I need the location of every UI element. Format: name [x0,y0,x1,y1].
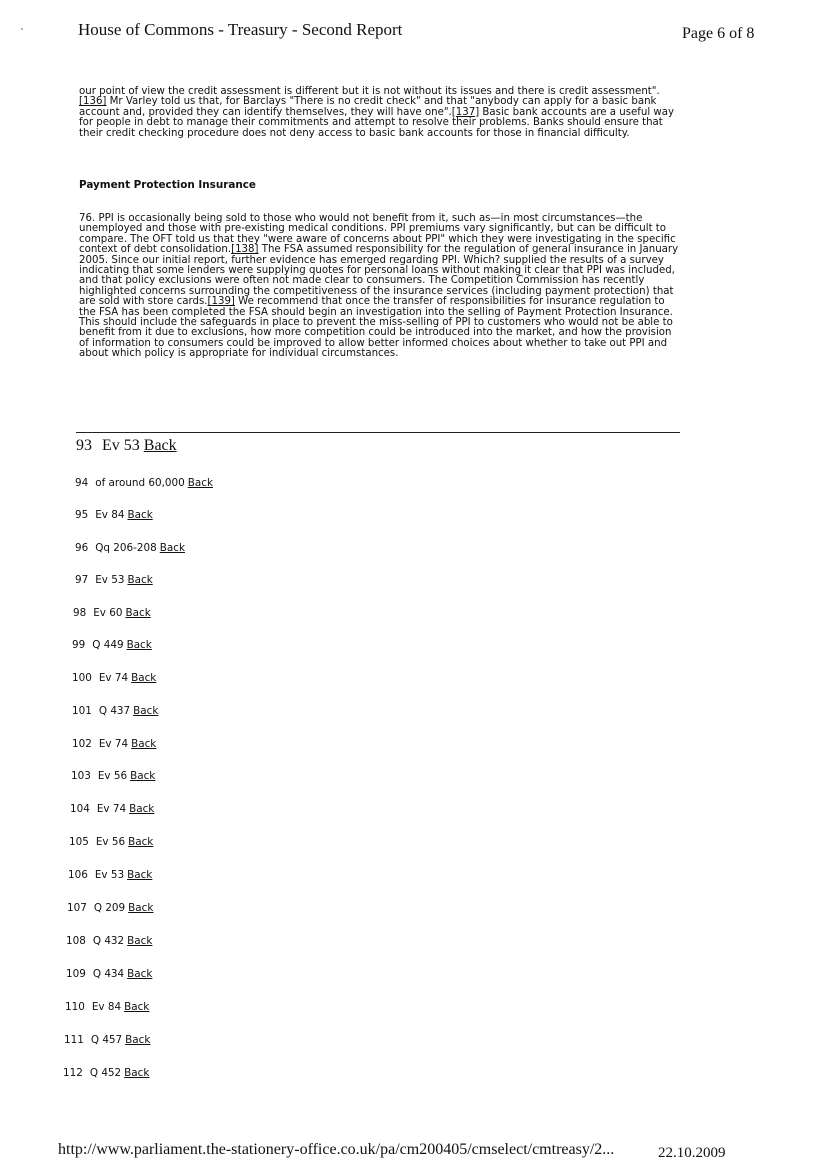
footnote-text: Ev 53 [102,437,140,454]
footnote-number: 112 [63,1067,83,1079]
footnote-100 [72,672,156,684]
footnote-text: of around 60,000 [95,477,185,489]
back-link[interactable]: Back [124,1067,150,1079]
footnote-number: 108 [66,935,86,947]
back-link[interactable]: Back [131,672,157,684]
footnote-105 [69,836,153,848]
back-link[interactable]: Back [128,836,154,848]
back-link[interactable]: Back [187,477,213,489]
footnote-number: 96 [75,542,89,554]
back-link[interactable]: Back [159,542,185,554]
footnote-number: 99 [72,639,86,651]
back-link[interactable]: Back [125,1034,151,1046]
footnote-number: 106 [68,869,88,881]
paragraph-text: We recommend that once the transfer of responsibilities for insurance regulation to the FSA has been completed the FSA should begin an investigation into the selling of Payment Protection Insurance. This should include the safeguards in place to prevent the miss-selling of PPI to customers who would not be able to benefit from it due to exclusions, how more competition could be introduced into the market, and how the provision of information to consumers could be improved to allow better informed choices about whether to take out PPI and about which policy is appropriate for individual circumstances. [79,296,673,360]
footnote-text: Ev 56 [95,836,126,848]
footnote-93 [76,437,177,455]
footnote-number: 100 [72,672,92,684]
footnote-text: Q 437 [98,705,131,717]
back-link[interactable]: Back [133,705,159,717]
footnote-text: Ev 60 [93,607,123,619]
footnote-number: 110 [65,1001,85,1013]
back-link[interactable]: Back [129,803,155,815]
paragraph-text: The FSA assumed responsibility for the regulation of general insurance in January 2005. Since our initial report, further evidence has emerged regarding PPI. Which? supplied the results of a survey indicating that some lenders were supplying quotes for personal loans without making it clear that PPI was included, and that policy exclusions were often not made clear to consumers. The Competition Commission has recently highlighted concerns surrounding the competitiveness of the insurance services (including payment protection) that are sold with store cards. [79,244,679,308]
footnote-number: 105 [69,836,89,848]
footnote-98 [73,607,151,619]
footnote-number: 93 [76,437,92,454]
footnote-text: Q 432 [92,935,125,947]
footnote-103 [71,770,155,782]
footer-date: 22.10.2009 [658,1145,726,1161]
footnote-text: Ev 56 [97,770,128,782]
footnote-text: Ev 53 [94,869,125,881]
footnote-number: 103 [71,770,91,782]
footnote-number: 102 [72,738,92,750]
footnote-number: 109 [66,968,86,980]
footnote-107 [67,902,153,914]
back-link[interactable]: Back [128,902,154,914]
footnote-number: 94 [75,477,89,489]
footnote-ref-139[interactable]: [139] [207,296,235,308]
footnote-96 [75,542,185,554]
footnote-112 [63,1067,149,1079]
document-title: House of Commons - Treasury - Second Report [78,20,403,39]
footnote-108 [66,935,152,947]
footnote-text: Q 209 [93,902,126,914]
back-link[interactable]: Back [127,869,153,881]
footnote-number: 111 [64,1034,84,1046]
footnote-text: Ev 84 [95,509,125,521]
paragraph-text: 76. PPI is occasionally being sold to those who would not benefit from it, such as—in most circumstances—the unemployed and those with pre-existing medical conditions. PPI premiums vary significantly, but can be difficult to compare. The OFT told us that they "were aware of concerns about PPI" which they were investigating in the specific context of debt consolidation. [79,213,676,256]
back-link[interactable]: Back [127,509,153,521]
back-link[interactable]: Back [127,968,153,980]
back-link[interactable]: Back [130,770,156,782]
footnote-number: 98 [73,607,87,619]
footnote-ref-137[interactable]: [137] [451,106,480,118]
paragraph-text: Mr Varley told us that, for Barclays "There is no credit check" and that "anybody can apply for a basic bank account and, provided they can identify themselves, they will have one". [79,96,657,118]
footnote-97 [75,574,153,586]
footnote-text: Q 449 [92,639,124,651]
back-link[interactable]: Back [125,607,151,619]
back-link[interactable]: Back [131,738,157,750]
scan-mark: ` [20,28,25,39]
footnote-text: Q 452 [89,1067,122,1079]
footnote-99 [72,639,152,651]
footnote-text: Ev 74 [96,803,127,815]
footnote-text: Qq 206-208 [95,542,157,554]
back-link[interactable]: Back [127,935,153,947]
paragraph-basic-bank-accounts [79,87,684,139]
footer-url: http://www.parliament.the-stationery-office.co.uk/pa/cm200405/cmselect/cmtreasy/2... [58,1141,615,1158]
footnote-divider [76,432,680,433]
footnote-106 [68,869,152,881]
footnote-104 [70,803,154,815]
footnote-text: Ev 84 [91,1001,122,1013]
section-heading: Payment Protection Insurance [79,179,256,191]
footnote-number: 97 [75,574,89,586]
footnote-text: Ev 53 [95,574,125,586]
page-indicator: Page 6 of 8 [682,25,755,42]
footnote-text: Ev 74 [98,672,129,684]
back-link[interactable]: Back [124,1001,150,1013]
paragraph-ppi [79,214,684,360]
footnote-ref-136[interactable]: [136] [79,96,107,108]
footnote-text: Ev 74 [98,738,129,750]
paragraph-text: our point of view the credit assessment is different but it is not without its issues and there is credit assessment". [79,86,660,97]
footnote-102 [72,738,156,750]
footnote-number: 101 [72,705,92,717]
footnote-95 [75,509,153,521]
back-link[interactable]: Back [143,437,177,454]
footnote-ref-138[interactable]: [138] [231,244,259,256]
footnote-number: 95 [75,509,89,521]
back-link[interactable]: Back [127,574,153,586]
footnote-text: Q 434 [92,968,125,980]
paragraph-text: Basic bank accounts are a useful way for people in debt to manage their commitments and attempt to resolve their problems. Banks should ensure that their credit checking procedure does not deny access to basic bank accounts for those in financial difficulty. [79,106,675,139]
footnote-109 [66,968,152,980]
footnote-111 [64,1034,150,1046]
footnote-text: Q 457 [90,1034,123,1046]
footnote-94 [75,477,213,489]
footnote-number: 104 [70,803,90,815]
footnote-101 [72,705,158,717]
footnote-number: 107 [67,902,87,914]
back-link[interactable]: Back [126,639,152,651]
footnote-110 [65,1001,149,1013]
